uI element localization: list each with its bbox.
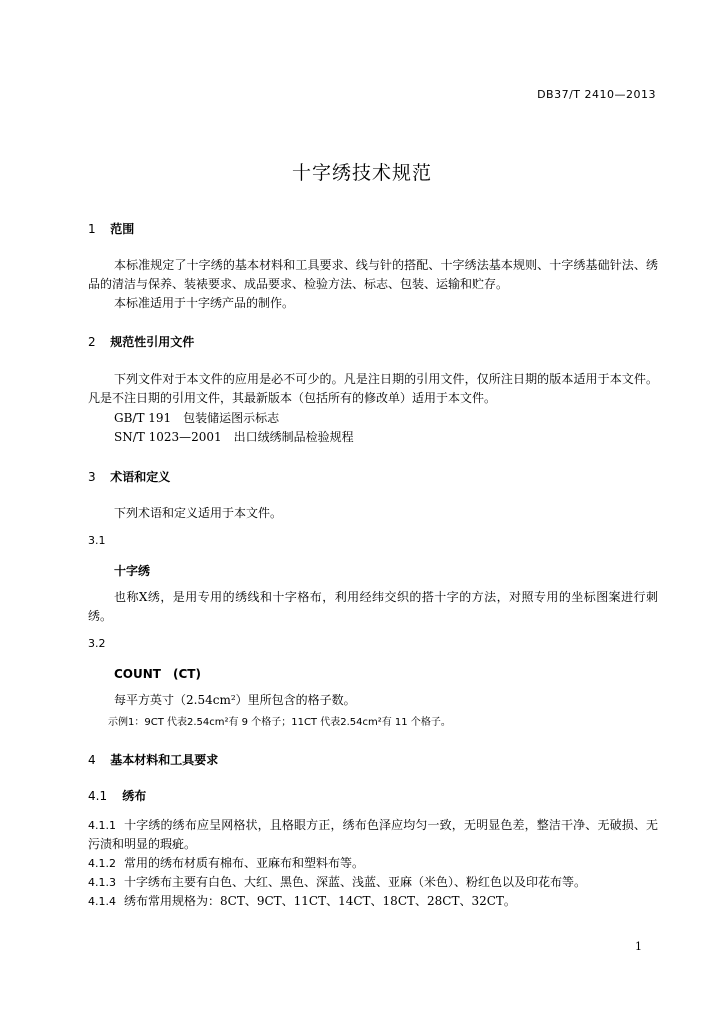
section-number: 3 — [88, 470, 96, 484]
subsection-number: 4.1 — [88, 789, 108, 803]
clause-number: 4.1.3 — [88, 876, 116, 889]
clause-4-1-2 — [88, 854, 658, 873]
section-1-paragraph-2: 本标准适用于十字绣产品的制作。 — [114, 296, 295, 310]
page-number: 1 — [635, 940, 642, 953]
reference-sn-t-1023: SN/T 1023—2001 出口绒绣制品检验规程 — [114, 430, 354, 444]
clause-4-1-4 — [88, 892, 658, 911]
document-code: DB37/T 2410—2013 — [537, 88, 656, 101]
section-3-paragraph: 下列术语和定义适用于本文件。 — [114, 506, 283, 520]
section-number: 4 — [88, 753, 96, 767]
clause-4-1-3 — [88, 873, 658, 892]
clause-text: 常用的绣布材质有棉布、亚麻布和塑料布等。 — [124, 856, 365, 870]
term-3-2-example: 示例1：9CT 代表2.54cm²有 9 个格子；11CT 代表2.54cm²有 11 个格子。 — [108, 717, 451, 728]
subsection-4-1-heading — [88, 787, 146, 804]
term-3-1-name: 十字绣 — [114, 564, 151, 578]
reference-gb-t-191: GB/T 191 包装储运图示标志 — [114, 411, 280, 425]
section-2-heading — [88, 333, 194, 350]
clause-number: 4.1.2 — [88, 857, 116, 870]
clause-4-1-1 — [88, 816, 658, 854]
section-4-heading — [88, 751, 218, 768]
section-number: 1 — [88, 222, 96, 236]
section-1-heading — [88, 220, 134, 237]
section-title: 规范性引用文件 — [110, 335, 195, 349]
clause-number: 4.1.1 — [88, 819, 116, 832]
section-2-paragraph: 下列文件对于本文件的应用是必不可少的。凡是注日期的引用文件，仅所注日期的版本适用于本文件。凡是不注日期的引用文件，其最新版本（包括所有的修改单）适用于本文件。 — [88, 372, 658, 405]
clause-text: 十字绣的绣布应呈网格状，且格眼方正，绣布色泽应均匀一致，无明显色差，整洁干净、无破损、无污渍和明显的瑕疵。 — [88, 818, 658, 851]
document-title: 十字绣技术规范 — [291, 162, 432, 184]
section-title: 术语和定义 — [110, 470, 171, 484]
section-title: 基本材料和工具要求 — [110, 753, 219, 767]
term-3-2-name: COUNT (CT) — [114, 667, 201, 681]
section-title: 范围 — [110, 222, 135, 236]
term-3-1-number: 3.1 — [88, 534, 106, 547]
term-3-2-number: 3.2 — [88, 637, 106, 650]
clause-text: 绣布常用规格为：8CT、9CT、11CT、14CT、18CT、28CT、32CT。 — [124, 894, 516, 908]
clause-text: 十字绣布主要有白色、大红、黑色、深蓝、浅蓝、亚麻（米色）、粉红色以及印花布等。 — [124, 875, 587, 889]
term-3-1-definition: 也称X绣，是用专用的绣线和十字格布，利用经纬交织的搭十字的方法，对照专用的坐标图案进行刺绣。 — [88, 590, 658, 623]
clause-number: 4.1.4 — [88, 895, 116, 908]
term-3-2-definition: 每平方英寸（2.54cm²）里所包含的格子数。 — [114, 693, 356, 707]
section-1-paragraph-1: 本标准规定了十字绣的基本材料和工具要求、线与针的搭配、十字绣法基本规则、十字绣基础针法、绣品的清洁与保养、装裱要求、成品要求、检验方法、标志、包装、运输和贮存。 — [88, 258, 658, 291]
section-number: 2 — [88, 335, 96, 349]
subsection-title: 绣布 — [122, 789, 147, 803]
section-3-heading — [88, 468, 170, 485]
